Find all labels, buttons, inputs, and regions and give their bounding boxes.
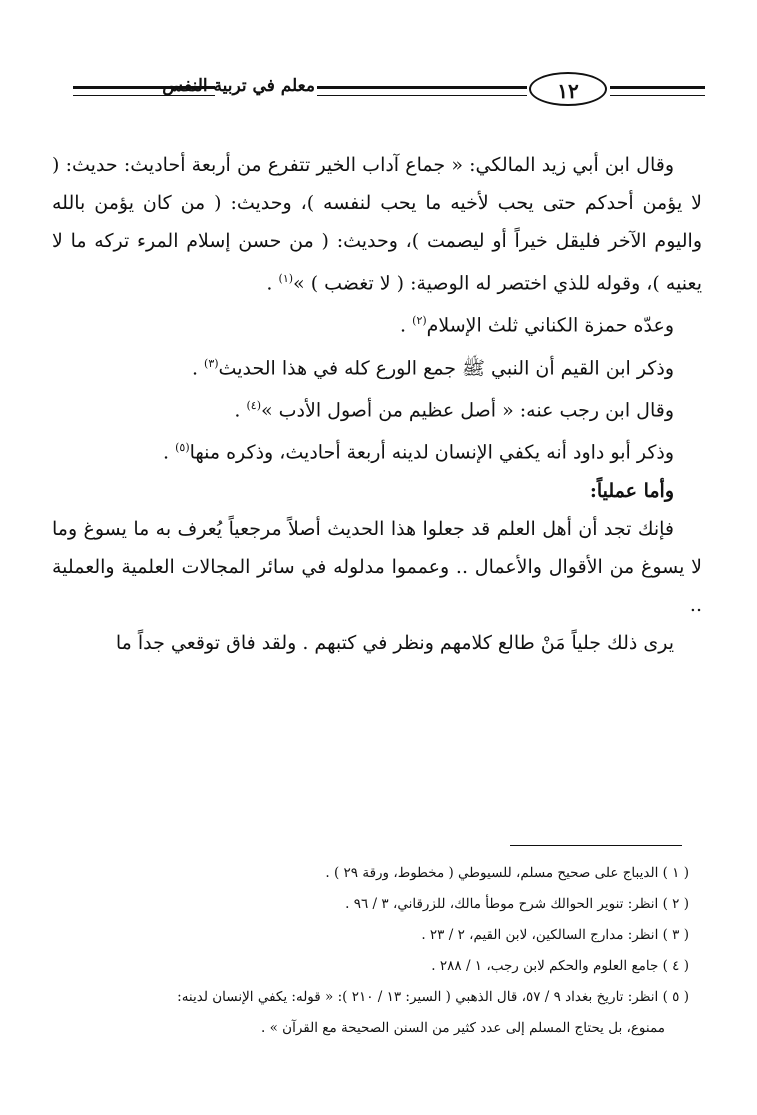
- paragraph-abu-dawud: وذكر أبو داود أنه يكفي الإنسان لدينه أربعة أحاديث، وذكره منها$^{(٥)}$ .: [163, 441, 674, 464]
- footnote-3: ( ٣ ) انظر: مدارج السالكين، لابن القيم، ٢ / ٢٣ .: [421, 927, 689, 943]
- book-title: معلم في تربية النفس: [162, 76, 315, 96]
- paragraph-hamza: وعدّه حمزة الكناني ثلث الإسلام$^{(٢)}$ .: [400, 314, 674, 337]
- footnote-ref: (٥): [175, 441, 190, 455]
- subheading-practical: وأما عملياً:: [589, 479, 674, 502]
- footnote-ref: (١): [278, 272, 294, 285]
- header-rule-right: [610, 86, 705, 96]
- footnote-ref: (٣): [204, 356, 219, 370]
- paragraph-ibn-abi-zayd: وقال ابن أبي زيد المالكي: « جماع آداب الخير تتفرع من أربعة أحاديث: حديث: ( لا يؤمن أحدكم حتى يحب لأخيه ما يحب لنفسه )، وحديث: ( من كان يؤمن بالله واليوم الآخر فليقل خيراً أو ليصمت )، وحديث: ( من حسن إسلام المرء تركه ما لا يعنيه )، وقوله للذي اختصر له الوصية: ( لا تغضب ) »$^{(١)}$ .: [52, 154, 702, 295]
- paragraph-last: يرى ذلك جلياً مَنْ طالع كلامهم ونظر في كتبهم . ولقد فاق توقعي جداً ما: [115, 631, 674, 654]
- paragraph-ibn-rajab: وقال ابن رجب عنه: « أصل عظيم من أصول الأدب »$^{(٤)}$ .: [234, 398, 674, 422]
- footnote-1: ( ١ ) الديباج على صحيح مسلم، للسيوطي ( مخطوط، ورقة ٢٩ ) .: [325, 865, 689, 881]
- footnote-4: ( ٤ ) جامع العلوم والحكم لابن رجب، ١ / ٢٨٨ .: [431, 958, 689, 974]
- main-text: [52, 146, 702, 662]
- paragraph-practical: فإنك تجد أن أهل العلم قد جعلوا هذا الحديث أصلاً مرجعياً يُعرف به ما يسوغ وما لا يسوغ من الأقوال والأعمال .. وعمموا مدلوله في سائر المجالات العلمية والعملية ..: [52, 517, 702, 616]
- footnotes: [59, 858, 689, 1044]
- page-number: ١٢: [529, 72, 607, 106]
- footnote-5: ( ٥ ) انظر: تاريخ بغداد ٩ / ٥٧، قال الذهبي ( السير: ١٣ / ٢١٠ ): « قوله: يكفي الإنسان لدينه:: [177, 989, 689, 1005]
- header-rule-middle: [317, 86, 527, 96]
- footnote-ref: (٢): [412, 314, 427, 328]
- footnote-5-continuation: ممنوع، بل يحتاج المسلم إلى عدد كثير من السنن الصحيحة مع القرآن » .: [261, 1020, 665, 1036]
- page-header: [55, 72, 705, 112]
- footnote-separator: [510, 845, 682, 846]
- footnote-2: ( ٢ ) انظر: تنوير الحوالك شرح موطأ مالك، للزرقاني، ٣ / ٩٦ .: [345, 896, 689, 912]
- footnote-ref: (٤): [246, 398, 261, 412]
- paragraph-ibn-qayyim: وذكر ابن القيم أن النبي ﷺ جمع الورع كله في هذا الحديث$^{(٣)}$ .: [191, 356, 674, 379]
